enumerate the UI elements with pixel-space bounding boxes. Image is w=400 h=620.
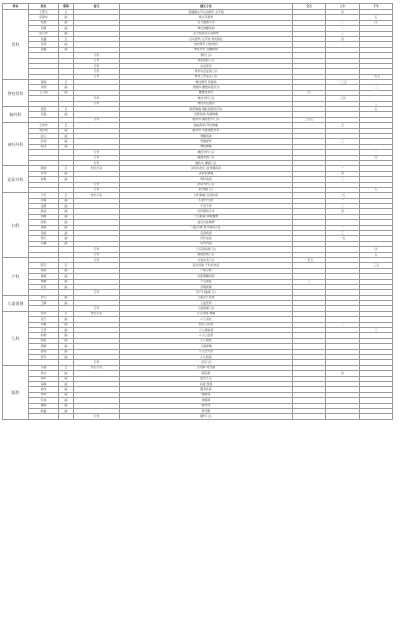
doctor-name: 孙艳 xyxy=(29,220,59,225)
doctor-note: 专科 xyxy=(74,257,120,262)
slot-allday: 二四五 xyxy=(293,117,326,122)
doctor-name: 陈刚 xyxy=(29,166,59,171)
doctor-note: 专科 xyxy=(74,58,120,63)
doctor-title: 副 xyxy=(59,279,74,284)
slot-allday: 四 xyxy=(293,90,326,95)
doctor-specialty: 神经外科门诊 xyxy=(120,150,293,155)
slot-morning: 二 xyxy=(326,20,360,25)
doctor-title: 副 xyxy=(59,349,74,354)
slot-morning: 一 xyxy=(326,166,360,171)
doctor-specialty: 宫颈疾病 xyxy=(120,231,293,236)
doctor-specialty: 儿童生长发育 xyxy=(120,295,293,300)
doctor-name: 赵丽 xyxy=(29,209,59,214)
doctor-specialty: 妇科炎症 xyxy=(120,236,293,241)
doctor-name: 冯琳 xyxy=(29,241,59,246)
doctor-name: 张小青 xyxy=(29,31,59,36)
doctor-note: 知名专家 xyxy=(74,365,120,370)
doctor-specialty: 腰椎管狭窄 xyxy=(120,90,293,95)
doctor-specialty: 眼眶病 xyxy=(120,392,293,397)
doctor-name: 孙伟 xyxy=(29,139,59,144)
doctor-note: 专科 xyxy=(74,160,120,165)
doctor-name: 刘旭 xyxy=(29,20,59,25)
doctor-title: 正 xyxy=(59,107,74,112)
slot-afternoon: 五 xyxy=(360,15,393,20)
doctor-title: 副 xyxy=(59,301,74,306)
doctor-note: 专科 xyxy=(74,117,120,122)
doctor-name: 宋磊 xyxy=(29,112,59,117)
doctor-name: 马强 xyxy=(29,365,59,370)
doctor-name: 高峰 xyxy=(29,381,59,386)
doctor-specialty: 泌尿系结石 前列腺疾病 xyxy=(120,166,293,171)
doctor-title: 副 xyxy=(59,171,74,176)
doctor-name: 吴鑫 xyxy=(29,36,59,41)
doctor-specialty: 脑血管病门诊 xyxy=(120,155,293,160)
doctor-name: 胡军 xyxy=(29,376,59,381)
doctor-specialty: 泌尿外科门诊 xyxy=(120,182,293,187)
doctor-specialty: 妇科微创手术 xyxy=(120,209,293,214)
doctor-title: 副 xyxy=(59,15,74,20)
doctor-title: 副 xyxy=(59,344,74,349)
doctor-specialty: 高危妊娠 产科并发症 xyxy=(120,263,293,268)
doctor-specialty: 眼外伤 xyxy=(120,403,293,408)
doctor-name: 刘军 xyxy=(29,311,59,316)
doctor-specialty: 盆底功能障碍 xyxy=(120,220,293,225)
slot-afternoon: 一至五 xyxy=(360,74,393,79)
doctor-title: 正 xyxy=(59,36,74,41)
doctor-name: 张红 xyxy=(29,317,59,322)
doctor-note: 专科 xyxy=(74,150,120,155)
doctor-name: 李梅 xyxy=(29,198,59,203)
dept-cell: 儿科 xyxy=(3,311,29,365)
header-dept: 科室 xyxy=(3,4,29,10)
doctor-title: 副 xyxy=(59,236,74,241)
doctor-note: 专科 xyxy=(74,155,120,160)
doctor-title: 副 xyxy=(59,387,74,392)
dept-cell: 眼科 xyxy=(3,365,29,419)
doctor-specialty: 新生儿疾病 xyxy=(120,322,293,327)
doctor-specialty: 眼科门诊 xyxy=(120,414,293,419)
doctor-name: 黄海 xyxy=(29,80,59,85)
doctor-name: 郭涛 xyxy=(29,144,59,149)
doctor-specialty: 高膝髋关节运动损伤 关节镜 xyxy=(120,10,293,15)
doctor-note: 专科 xyxy=(74,53,120,58)
doctor-name: 王立新 xyxy=(29,90,59,95)
doctor-title: 副 xyxy=(59,376,74,381)
slot-morning: 一 xyxy=(326,198,360,203)
doctor-note: 知名专家 xyxy=(74,193,120,198)
doctor-specialty: 关节疾病及运动损伤 xyxy=(120,31,293,36)
doctor-title xyxy=(59,414,74,419)
doctor-name: 付凯 xyxy=(29,42,59,47)
doctor-name: 周敏 xyxy=(29,225,59,230)
doctor-title: 正 xyxy=(59,193,74,198)
doctor-title: 正 xyxy=(59,10,74,15)
doctor-specialty: 角膜病 xyxy=(120,398,293,403)
doctor-specialty: 妇科肿瘤 宫颈疾病 xyxy=(120,193,293,198)
doctor-note: 专科 xyxy=(74,187,120,192)
slot-morning: 四 xyxy=(326,371,360,376)
doctor-title: 副 xyxy=(59,198,74,203)
slot-afternoon: 四 xyxy=(360,247,393,252)
doctor-name: 许红 xyxy=(29,295,59,300)
doctor-name: 张鹏 xyxy=(29,47,59,52)
doctor-specialty: 小儿感染 xyxy=(120,355,293,360)
doctor-specialty: 儿童营养 xyxy=(120,301,293,306)
slot-allday: 二 xyxy=(293,279,326,284)
doctor-specialty: 眼底病 xyxy=(120,371,293,376)
slot-morning: 三 xyxy=(326,231,360,236)
slot-morning: 三 xyxy=(326,139,360,144)
doctor-name: 周娟 xyxy=(29,344,59,349)
doctor-specialty: 脊柱外科门诊 xyxy=(120,96,293,101)
slot-afternoon xyxy=(360,414,393,419)
slot-afternoon: 四 xyxy=(360,155,393,160)
doctor-name: 孙丽 xyxy=(29,349,59,354)
slot-morning: 三 xyxy=(326,177,360,182)
doctor-specialty: 运动损伤 关节镜 骨质疏松 xyxy=(120,36,293,41)
doctor-specialty: 骨科术后复查门诊 xyxy=(120,69,293,74)
doctor-title: 副 xyxy=(59,371,74,376)
doctor-specialty: 前列腺门诊 xyxy=(120,187,293,192)
doctor-specialty: 脊柱脊髓疾病 xyxy=(120,26,293,31)
slot-afternoon: 二 xyxy=(360,85,393,90)
doctor-name: 林强 xyxy=(29,177,59,182)
dept-cell: 儿童保健 xyxy=(3,295,29,311)
doctor-specialty: 小儿神经 xyxy=(120,338,293,343)
doctor-specialty: 不孕不育 xyxy=(120,204,293,209)
doctor-specialty: 颈椎病 腰椎间盘突出 xyxy=(120,85,293,90)
doctor-note: 知名专家 xyxy=(74,311,120,316)
doctor-title: 副 xyxy=(59,47,74,52)
doctor-specialty: 颅脑损伤 xyxy=(120,139,293,144)
doctor-title: 副 xyxy=(59,408,74,413)
doctor-specialty: 计划生育门诊 xyxy=(120,257,293,262)
slot-morning: 二四 xyxy=(326,96,360,101)
doctor-specialty: 斜视 弱视 xyxy=(120,381,293,386)
doctor-name: 冯伟 xyxy=(29,398,59,403)
doctor-title: 正 xyxy=(59,166,74,171)
dept-cell: 泌尿外科 xyxy=(3,166,29,193)
dept-cell: 产科 xyxy=(3,257,29,295)
doctor-title: 副 xyxy=(59,177,74,182)
doctor-title: 副 xyxy=(59,128,74,133)
doctor-specialty: 脑血管病 颅内肿瘤 xyxy=(120,123,293,128)
doctor-specialty: 妊娠期糖尿病 xyxy=(120,274,293,279)
slot-morning: 四 xyxy=(326,36,360,41)
doctor-note: 专科 xyxy=(74,101,120,106)
header-morning: 上午 xyxy=(326,4,360,10)
doctor-title: 副 xyxy=(59,231,74,236)
doctor-name: 刘静 xyxy=(29,214,59,219)
doctor-specialty: 创伤骨科 四肢骨折 xyxy=(120,42,293,47)
doctor-title: 副 xyxy=(59,274,74,279)
doctor-specialty: 脊柱外科 颈腰椎病 xyxy=(120,47,293,52)
doctor-title: 副 xyxy=(59,398,74,403)
header-afternoon: 下午 xyxy=(360,4,393,10)
doctor-specialty: 脊柱侧弯 颈椎病 xyxy=(120,80,293,85)
doctor-name: 郑红 xyxy=(29,236,59,241)
doctor-specialty: 妇科内镜 xyxy=(120,241,293,246)
doctor-name: 何芳 xyxy=(29,284,59,289)
doctor-title: 副 xyxy=(59,392,74,397)
doctor-specialty: 脊髓疾病 xyxy=(120,133,293,138)
doctor-specialty: 子宫颈疾病门诊 xyxy=(120,247,293,252)
slot-morning: 五 xyxy=(326,123,360,128)
doctor-specialty: 妇科内分泌 xyxy=(120,198,293,203)
doctor-title: 副 xyxy=(59,333,74,338)
doctor-title: 正 xyxy=(59,123,74,128)
schedule-sheet xyxy=(2,3,392,420)
doctor-name: 张霞 xyxy=(29,204,59,209)
doctor-title: 副 xyxy=(59,403,74,408)
doctor-title: 副 xyxy=(59,133,74,138)
doctor-specialty: 儿童哮喘 xyxy=(120,344,293,349)
doctor-name: 谢峰 xyxy=(29,403,59,408)
slot-morning: 三 xyxy=(326,31,360,36)
doctor-title: 副 xyxy=(59,144,74,149)
slot-morning: 四 xyxy=(326,171,360,176)
doctor-title: 副 xyxy=(59,139,74,144)
doctor-title: 正 xyxy=(59,365,74,370)
doctor-specialty: 小儿消化 xyxy=(120,317,293,322)
slot-morning: 二 xyxy=(326,322,360,327)
doctor-title: 副 xyxy=(59,42,74,47)
doctor-specialty: 运动医学 xyxy=(120,63,293,68)
doctor-specialty: 肺部肿瘤 胸腔镜微创手术 xyxy=(120,107,293,112)
doctor-name: 周宏 xyxy=(29,107,59,112)
doctor-specialty: 脑积水 癫痫门诊 xyxy=(120,160,293,165)
header-allday: 全天 xyxy=(293,4,326,10)
doctor-note: 专科 xyxy=(74,252,120,257)
doctor-name: 杨丽 xyxy=(29,268,59,273)
schedule-table xyxy=(2,3,393,420)
doctor-note: 专科 xyxy=(74,96,120,101)
doctor-title: 副 xyxy=(59,209,74,214)
slot-morning: 四 xyxy=(326,209,360,214)
doctor-title: 正 xyxy=(59,80,74,85)
doctor-title: 副 xyxy=(59,295,74,300)
doctor-title: 副 xyxy=(59,225,74,230)
header-note: 备注 xyxy=(74,4,120,10)
doctor-specialty: 子宫肌瘤 卵巢囊肿 xyxy=(120,214,293,219)
doctor-title: 副 xyxy=(59,220,74,225)
doctor-specialty: 神经肿瘤 xyxy=(120,144,293,149)
slot-afternoon: 五 xyxy=(360,252,393,257)
doctor-name: 陈霞 xyxy=(29,338,59,343)
doctor-note: 专科 xyxy=(74,290,120,295)
doctor-title: 副 xyxy=(59,284,74,289)
header-title: 职称 xyxy=(59,4,74,10)
doctor-specialty: 孕期保健 xyxy=(120,284,293,289)
doctor-name: 吴娟 xyxy=(29,231,59,236)
doctor-title: 副 xyxy=(59,317,74,322)
doctor-specialty: 男科疾病 xyxy=(120,177,293,182)
doctor-note: 专科 xyxy=(74,182,120,187)
slot-morning: 一 xyxy=(326,225,360,230)
doctor-title: 副 xyxy=(59,338,74,343)
doctor-title: 副 xyxy=(59,268,74,273)
doctor-title: 副 xyxy=(59,20,74,25)
doctor-title: 副 xyxy=(59,26,74,31)
slot-afternoon: 三五 xyxy=(360,263,393,268)
doctor-specialty: 骨科工伤鉴定门诊 xyxy=(120,74,293,79)
doctor-title: 副 xyxy=(59,214,74,219)
doctor-name: 李伟 xyxy=(29,171,59,176)
doctor-name: 赵立 xyxy=(29,133,59,138)
doctor-note: 专科 xyxy=(74,247,120,252)
table-row xyxy=(3,414,393,419)
doctor-specialty: 月经失调 更年期综合征 xyxy=(120,225,293,230)
doctor-title: 副 xyxy=(59,381,74,386)
slot-morning: 二 xyxy=(326,204,360,209)
slot-morning: 四 xyxy=(326,10,360,15)
doctor-specialty: 儿科门诊 xyxy=(120,360,293,365)
slot-afternoon: 五 xyxy=(360,107,393,112)
doctor-name xyxy=(29,414,59,419)
doctor-specialty: 小儿内分泌 xyxy=(120,349,293,354)
doctor-specialty: 脊柱术后随访 xyxy=(120,101,293,106)
doctor-name: 李静 xyxy=(29,322,59,327)
dept-cell: 神经外科 xyxy=(3,123,29,166)
slot-afternoon: 三 xyxy=(360,101,393,106)
slot-afternoon: 三 xyxy=(360,328,393,333)
doctor-note: 专科 xyxy=(74,69,120,74)
slot-afternoon: 四 xyxy=(360,20,393,25)
doctor-name: 黄敏 xyxy=(29,274,59,279)
dept-cell: 脊柱骨科 xyxy=(3,80,29,107)
slot-morning: 一五 xyxy=(326,236,360,241)
doctor-specialty: 围绝经期门诊 xyxy=(120,252,293,257)
doctor-specialty: 骨质疏松门诊 xyxy=(120,58,293,63)
slot-allday: 一至五 xyxy=(293,257,326,262)
doctor-specialty: 骨科门诊 xyxy=(120,53,293,58)
doctor-name: 王慧玉 xyxy=(29,10,59,15)
doctor-specialty: 骨关节损伤 xyxy=(120,15,293,20)
doctor-specialty: 泌尿系肿瘤 xyxy=(120,171,293,176)
doctor-note: 专科 xyxy=(74,360,120,365)
doctor-title: 副 xyxy=(59,112,74,117)
doctor-specialty: 青光眼 xyxy=(120,408,293,413)
doctor-specialty: 脑外伤 功能神经外科 xyxy=(120,128,293,133)
doctor-title: 副 xyxy=(59,85,74,90)
doctor-title: 副 xyxy=(59,241,74,246)
doctor-name: 郑明 xyxy=(29,392,59,397)
doctor-name: 韩磊 xyxy=(29,408,59,413)
doctor-specialty: 产后康复 xyxy=(120,279,293,284)
doctor-name: 林涛 xyxy=(29,387,59,392)
slot-morning xyxy=(326,414,360,419)
doctor-name: 李刚 xyxy=(29,85,59,90)
doctor-specialty: 关节置换手术 xyxy=(120,20,293,25)
doctor-name: 王建华 xyxy=(29,123,59,128)
doctor-name: 王萍 xyxy=(29,328,59,333)
doctor-title: 正 xyxy=(59,311,74,316)
slot-morning: 一三五 xyxy=(326,80,360,85)
slot-allday xyxy=(293,414,326,419)
doctor-name: 王芳 xyxy=(29,193,59,198)
doctor-title: 副 xyxy=(59,355,74,360)
doctor-note: 专科 xyxy=(74,414,120,419)
doctor-name: 吴建华 xyxy=(29,15,59,20)
dept-cell: 妇科 xyxy=(3,193,29,258)
dept-cell: 骨科 xyxy=(3,10,29,80)
doctor-specialty: 小儿呼吸 哮喘 xyxy=(120,311,293,316)
doctor-title: 副 xyxy=(59,90,74,95)
doctor-specialty: 屈光不正 xyxy=(120,376,293,381)
slot-afternoon: 二 xyxy=(360,150,393,155)
doctor-specialty: 产前诊断 xyxy=(120,268,293,273)
doctor-title: 副 xyxy=(59,204,74,209)
doctor-specialty: 小儿心血管 xyxy=(120,333,293,338)
doctor-note: 专科 xyxy=(74,63,120,68)
slot-morning: 二五 xyxy=(326,193,360,198)
doctor-name: 王静 xyxy=(29,301,59,306)
doctor-note: 专科 xyxy=(74,74,120,79)
doctor-specialty: 食管疾病 纵隔肿瘤 xyxy=(120,112,293,117)
dept-cell: 胸外科 xyxy=(3,107,29,123)
doctor-name: 林静 xyxy=(29,279,59,284)
doctor-title: 正 xyxy=(59,263,74,268)
doctor-name: 吴芳 xyxy=(29,355,59,360)
doctor-specialty: 孕产妇保健门诊 xyxy=(120,290,293,295)
doctor-specialty: 小儿肾脏病 xyxy=(120,328,293,333)
doctor-name: 刘志明 xyxy=(29,128,59,133)
doctor-title: 副 xyxy=(59,322,74,327)
doctor-specialty: 胸外科 胸部结节门诊 xyxy=(120,117,293,122)
doctor-note: 知名专家 xyxy=(74,166,120,171)
doctor-name: 刘强 xyxy=(29,26,59,31)
doctor-specialty: 白内障 青光眼 xyxy=(120,365,293,370)
doctor-name: 杨光 xyxy=(29,371,59,376)
header-name: 姓名 xyxy=(29,4,59,10)
doctor-name: 赵敏 xyxy=(29,333,59,338)
doctor-specialty: 眼表疾病 xyxy=(120,387,293,392)
header-specialty: 擅长专业 xyxy=(120,4,293,10)
doctor-title: 副 xyxy=(59,328,74,333)
doctor-note: 专科 xyxy=(74,306,120,311)
doctor-specialty: 儿童保健门诊 xyxy=(120,306,293,311)
slot-morning: 二 xyxy=(326,26,360,31)
slot-afternoon: 五 xyxy=(360,187,393,192)
doctor-title: 副 xyxy=(59,31,74,36)
doctor-name: 陈芳 xyxy=(29,263,59,268)
